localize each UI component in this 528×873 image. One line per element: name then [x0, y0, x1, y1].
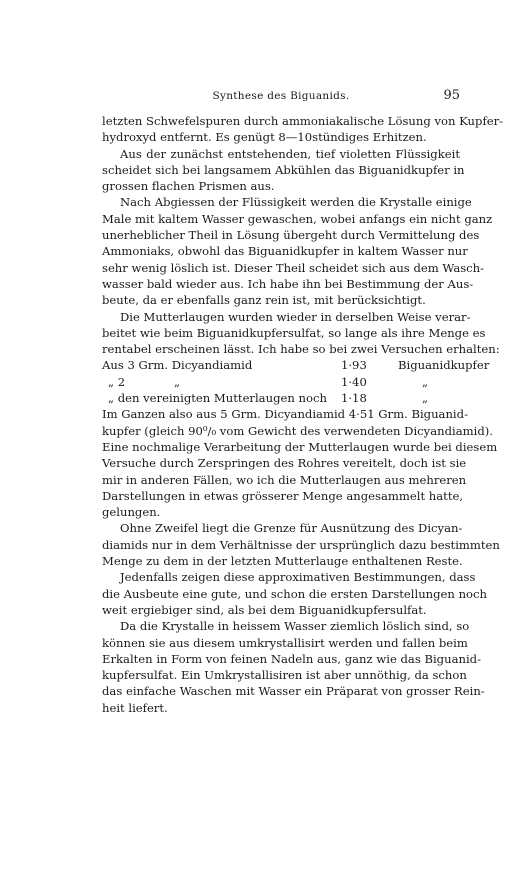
text-line: Ammoniaks, obwohl das Biguanidkupfer in kaltem Wasser nur [102, 244, 468, 259]
table-cell-ditto: „ [174, 374, 181, 389]
text-line: Darstellungen in etwas grösserer Menge angesammelt hatte, [102, 488, 464, 503]
text-line: Male mit kaltem Wasser gewaschen, wobei anfangs ein nicht ganz [102, 211, 493, 226]
text-line: sehr wenig löslich ist. Dieser Theil scheidet sich aus dem Wasch- [102, 260, 485, 275]
paragraph [102, 569, 487, 618]
text-line: Nach Abgiessen der Flüssigkeit werden die Krystalle einige [120, 195, 472, 210]
text-line: die Ausbeute eine gute, und schon die ersten Darstellungen noch [102, 586, 487, 601]
text-line: heit liefert. [102, 700, 168, 715]
text-line: Eine nochmalige Verarbeitung der Mutterlaugen wurde bei diesem [102, 439, 498, 454]
text-line: scheidet sich bei langsamem Abkühlen das Biguanidkupfer in [102, 162, 465, 177]
text-line: können sie aus diesem umkrystallisirt werden und fallen beim [102, 635, 468, 650]
text-line: Ohne Zweifel liegt die Grenze für Ausnützung des Dicyan- [120, 521, 463, 536]
table-row [102, 357, 490, 373]
table-cell-product: „ [422, 374, 429, 389]
text-line: Menge zu dem in der letzten Mutterlauge enthaltenen Reste. [102, 554, 463, 569]
paragraph [102, 309, 500, 358]
table-cell-amount: 1·18 [341, 391, 367, 406]
running-head [102, 90, 460, 106]
text-line: Die Mutterlaugen wurden wieder in derselben Weise verar- [120, 309, 471, 324]
text-line: rentabel erscheinen lässt. Ich habe so bei zwei Versuchen erhalten: [102, 342, 500, 357]
text-line: kupfersulfat. Ein Umkrystallisiren ist aber unnöthig, da schon [102, 668, 467, 683]
page-body [102, 113, 504, 716]
paragraph [102, 194, 493, 308]
text-line: beute, da er ebenfalls ganz rein ist, mit berücksichtigt. [102, 293, 426, 308]
yield-table [102, 357, 490, 406]
text-line: unerheblicher Theil in Lösung übergeht durch Vermittelung des [102, 228, 480, 243]
table-cell-source: Aus 3 Grm. Dicyandiamid [102, 358, 253, 373]
table-cell-amount: 1·40 [341, 374, 367, 389]
paragraph [102, 520, 500, 569]
table-cell-product: Biguanidkupfer [398, 358, 490, 373]
paragraph [102, 618, 485, 716]
text-line: das einfache Waschen mit Wasser ein Präparat von grosser Rein- [102, 684, 485, 699]
table-row [102, 390, 460, 406]
text-line: weit ergiebiger sind, als bei dem Biguanidkupfersulfat. [102, 602, 427, 617]
table-row [102, 374, 460, 390]
text-line: diamids nur in dem Verhältnisse der ursprünglich dazu bestimmten [102, 537, 500, 552]
text-line: Im Ganzen also aus 5 Grm. Dicyandiamid 4·51 Grm. Biguanid- [102, 407, 468, 422]
running-title: Synthese des Biguanids. [212, 90, 350, 102]
text-line: hydroxyd entfernt. Es genügt 8—10stündiges Erhitzen. [102, 130, 427, 145]
text-line: Da die Krystalle in heissem Wasser ziemlich löslich sind, so [120, 619, 470, 634]
text-line: Jedenfalls zeigen diese approximativen Bestimmungen, dass [120, 570, 476, 585]
text-line: Erkalten in Form von feinen Nadeln aus, ganz wie das Biguanid- [102, 651, 481, 666]
text-line: Versuche durch Zerspringen des Rohres vereitelt, doch ist sie [102, 456, 467, 471]
table-cell-product: „ [422, 391, 429, 406]
page-number: 95 [443, 88, 460, 103]
text-line: gelungen. [102, 505, 161, 520]
text-line: letzten Schwefelspuren durch ammoniakalische Lösung von Kupfer- [102, 114, 504, 128]
text-line: wasser bald wieder aus. Ich habe ihn bei Bestimmung der Aus- [102, 276, 474, 291]
paragraph [102, 146, 465, 195]
text-line: kupfer (gleich 90⁰/₀ vom Gewicht des verwendeten Dicyandiamid). [102, 423, 493, 438]
text-line: grossen flachen Prismen aus. [102, 179, 275, 194]
paragraph [102, 406, 498, 520]
text-line: mir in anderen Fällen, wo ich die Mutterlaugen aus mehreren [102, 472, 467, 487]
table-cell-source: „ 2 [108, 374, 126, 389]
text-line: beitet wie beim Biguanidkupfersulfat, so lange als ihre Menge es [102, 325, 486, 340]
paragraph [102, 113, 504, 146]
table-cell-source: „ den vereinigten Mutterlaugen noch [108, 391, 327, 406]
table-cell-amount: 1·93 [341, 358, 367, 373]
text-line: Aus der zunächst entstehenden, tief violetten Flüssigkeit [120, 146, 460, 161]
